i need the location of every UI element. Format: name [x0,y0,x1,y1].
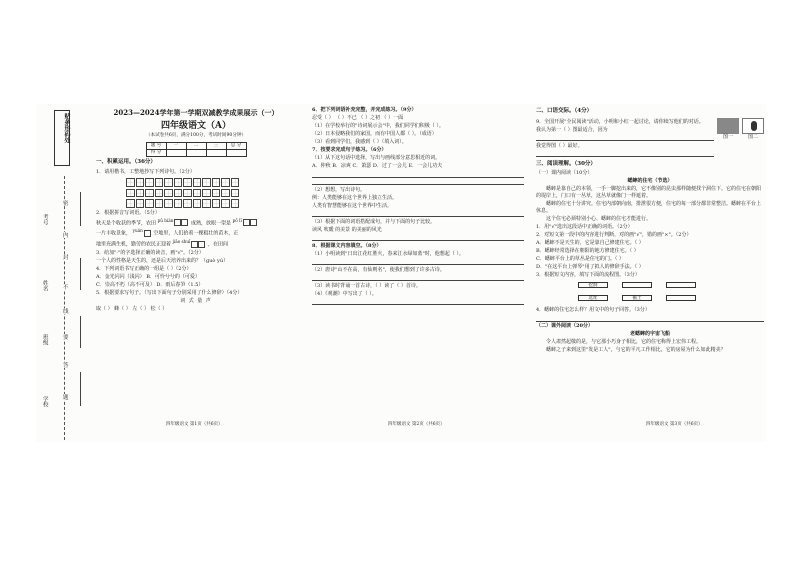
question-6-words[interactable]: 忍受（ ） （ ）不已 （ ）之初 （ ）一面 [312,115,404,121]
score-header-cell: 总 分 [226,142,246,149]
score-header-cell: 题 号 [146,142,166,149]
reading-1-para-2: 蟋蟀的住宅十分讲究。住宅内部朝向南，排泄很方便，住宅的每一部分都非常整洁。蟋蟀在平台上休息。 [536,201,762,215]
name-label: 姓名 [41,280,48,291]
seal-char-3: 线 [61,308,68,314]
question-7-item-3: （3）根据下面的词语搭配成句，并与下面的句子比较。 [312,218,436,225]
pinyin: yuán [132,228,143,234]
sidebar [36,104,92,442]
reading-1-title: 蟋蟀的住宅（节选） [627,178,673,185]
reading-question-2a[interactable]: A．蟋蟀不是天生的，它是靠自己修建住宅。（ ） [536,240,644,247]
answer-line[interactable] [536,316,764,322]
answer-box[interactable] [144,230,151,237]
question-3: 3．给加"·"的字选择正确的读音，画"√"。（2分） [96,249,204,256]
question-6-item-1[interactable]: （1）在学校举行的"诗词展示会"中，我们同学们积极（ ）。 [312,123,444,129]
question-5-fill[interactable]: 取（ ） 蜂（ ） 左（ ） 松（ ） [96,305,168,312]
question-8-item-4[interactable]: （4）《观潮》中写出了（ ）。 [312,290,377,297]
copy-grid-row-2[interactable] [126,189,296,198]
answer-box[interactable] [243,219,257,226]
class-label: 班级 [41,334,48,345]
seal-char-8: 题 [61,394,68,400]
seal-char-2: 封 [61,254,68,260]
question-7: 7．按要求完成句子练习。（6分） [312,147,387,153]
question-2-line-a [96,218,296,228]
question-7-example-2: 人类有智慧能够在这个世界中生活。 [312,202,393,209]
exam-note: （本试卷共6页，满分100分，考试时间90分钟） [145,133,247,139]
question-1: 1．请用楷书，工整地抄写下列诗句。（2分） [96,169,195,176]
reading-photo-image [717,118,739,134]
reading-2-heading: （二）课外阅读（20分） [536,323,593,330]
question-9: 9．全国开展"全民阅读"活动，小明和小红一起讨论，请你续写他们的对话。 [536,118,704,125]
reading-question-1: 1．用"√"选出这段话中正确的词语。（2分） [536,224,633,231]
photo-caption-1: 图一 [722,133,733,140]
answer-box[interactable] [191,241,205,248]
score-header-cell: 一 [166,142,186,149]
answer-line[interactable] [536,151,714,157]
question-7-words: 读风 吹暖 的美景 的美丽的风光 [312,226,382,233]
page-footer-2: 四年级语文 第2页（共6页） [388,421,445,427]
q2-text: 秋天是个收获的季节，农田 [96,220,157,227]
seal-char-5: 不 [61,284,68,290]
question-8-item-1[interactable]: （1）小明读到"日出江花红胜火，春来江水绿如蓝"时，他想起（ ）。 [312,250,464,257]
copy-grid-row-1[interactable] [126,178,296,187]
answer-line[interactable] [312,211,524,217]
seal-char-1: 密 [61,200,68,206]
question-8-item-3[interactable]: （3）读书时背诵一首古诗，（ ）读了（ ）首诗。 [312,282,421,289]
school-field[interactable] [80,372,81,406]
answer-line[interactable] [536,135,714,141]
question-6-item-3[interactable]: （3）看到同学们，我感到（ ）（填入词）。 [312,139,407,145]
barcode-box [54,110,70,166]
question-7-options[interactable]: A．仲秋 B．凉爽 C．萧瑟 D．过了一会儿 E．一会儿功夫 [312,163,443,169]
question-2: 2．根据拼音写词语。（5分） [96,209,160,216]
reading-question-2c[interactable]: C．蟋蟀平台上的草丛是住宅的门。（ ） [536,256,624,263]
seal-char-6: 要 [61,334,68,340]
flow-chart [536,280,764,306]
answer-line[interactable] [312,179,524,185]
reading-question-2b[interactable]: B．蟋蟀经常选择在朝阳的地方修建住宅。（ ） [536,248,639,255]
flow-box-2: 选址 [578,295,608,301]
answer-line[interactable] [312,172,524,178]
reading-question-2: 2．对短文第一段中的内容进行判断，对的画"√"，错的画"×"。（2分） [536,232,692,239]
question-8: 8．根据课文内容填空。（8分） [312,242,382,249]
reading-2-para-2: 蟋蟀之子来到这里"发是工人"，与它的平凡工作相比，它的房屋为什么如此精美？ [546,347,726,354]
question-3-item: 一个人的性格是天生的，还是后天培养出来的？（ɡuò yú） [96,257,229,264]
reading-1-para-1: 蟋蟀是靠自己的本领，一手一脚挖出来的，它不像别的昆虫那样随便找个洞住下。它的住宅在朝阳的堤岸上，门口有一丛草，这丛草就像门一样遮着。 [536,186,762,200]
page-column-2 [312,106,524,430]
reading-question-2d[interactable]: D．"在这平台上弹琴"用了拟人的修辞手法。（ ） [536,264,644,271]
flow-box-3: 掘土 [622,295,652,301]
exam-sheet [36,104,766,442]
flow-box-blank[interactable] [666,295,696,301]
question-4-options-a[interactable]: A．金光闪闪（浅闪） B．可怜兮兮的（可爱） [96,273,200,280]
school-label: 学校 [41,396,48,407]
flow-box-blank[interactable] [666,282,696,288]
flow-box-1: 挖洞 [578,282,608,288]
answer-line[interactable] [312,259,524,265]
flow-box-blank[interactable] [622,282,652,288]
reading-1-para-3: 这个住宅必须特别小心、蟋蟀的住宅才能进行。 [546,216,652,223]
question-7-example: 例：人类能够在这个世界上独立生活。 [312,194,398,201]
answer-line[interactable] [312,235,524,241]
question-4: 4．下列词语书写正确的一组是（ ）（2分） [96,265,192,272]
pinyin: pō lǐ [232,217,242,223]
seal-char-7: 答 [61,362,68,368]
answer-box[interactable] [174,219,188,226]
name-field[interactable] [80,258,81,290]
barcode-label: 贴条形码处 [63,113,70,143]
score-table [146,142,247,158]
score-cell[interactable] [166,150,186,157]
section-2-heading: 二、口语交际。（4分） [536,108,593,114]
pinyin: pǔ biàn [157,217,174,223]
exam-title: 2023—2024学年第一学期双减教学成果展示（一） [113,108,279,117]
pinyin: jiāo shuǐ [172,238,191,244]
question-6-item-2[interactable]: （2）日本侵略我们的家国，而有中国人都（ ）。（成语） [312,131,437,137]
answer-line[interactable] [312,275,524,281]
question-9-line-b[interactable]: 我觉得图（ ）最好。 [536,142,583,149]
question-5-head: 词 式 量 声 [180,297,212,304]
photo-caption-2: 图二 [747,133,758,140]
section-3-heading: 三、阅读理解。（30分） [536,160,596,167]
number-field[interactable] [80,192,81,226]
copy-grid-row-3[interactable] [126,199,296,208]
score-cell[interactable] [186,150,206,157]
reading-2-title: 老蟋蟀的宇宙飞船 [629,331,670,338]
page-column-3 [536,106,764,430]
score-header-cell: 二 [186,142,206,149]
question-6: 6．把下列词语补充完整，并完成练习。（9分） [312,107,417,113]
page-footer-3: 四年级语文 第3页（共6页） [646,421,703,427]
score-cell[interactable] [226,150,246,157]
section-1-heading: 一、积累运用。（36分） [96,159,156,166]
question-7-item-2: （2）想想，写出诗句。 [312,186,366,193]
oral-block [536,118,764,159]
page-footer-1: 四年级语文 第1页（共6页） [166,421,223,427]
q2-text: 空地里，人们抬着一棵粗壮的苗木，正 [153,230,239,237]
reading-1-heading: （一）课内阅读（10分） [536,170,593,177]
answer-line[interactable] [312,299,524,305]
seal-char-4: 内 [61,232,68,238]
reading-question-3: 3．根据短文内容，填写下面的流程图。（3分） [536,272,640,279]
q2-text: 成熟，放眼一望是 [191,220,232,227]
number-label: 考号 [41,214,48,225]
question-4-options-b[interactable]: C．崇高不朽（高不可及） D．雨后春笋（1.5） [96,281,204,288]
exam-subject: 四年级语文（A） [161,120,231,131]
question-9-line-a[interactable]: 我认为第一（ ）图最适合，因为 [536,126,608,133]
q2-text: 一片丰收景象， [96,230,132,237]
reading-girl-image [742,118,764,134]
question-2-line-c [96,239,296,249]
reading-2-para-1: 令人肃然起敬的是，与它那小巧身子相比，它的住宅称得上宏伟工程。 [546,339,702,346]
q2-text: 地里充满生机，勤劳的农民正迎着 [96,241,172,248]
q2-text: ，在田间 [207,241,228,248]
question-2-line-b [96,228,296,238]
class-field[interactable] [80,316,81,348]
reading-question-4: 4．蟋蟀的住宅怎么样？用文中的句子回答。（3分） [536,307,650,314]
question-8-item-2[interactable]: （2）唐诗"山不在高，有仙则名"，使我们想到了许多古诗。 [312,266,445,273]
question-7-item-1: （1）从下这句话中选择，写出与画线部分意思相近的词。 [312,155,441,161]
score-cell[interactable] [206,150,226,157]
score-row-label: 得 分 [146,150,166,157]
question-5: 5．根据要求写句子。（写出下面句子分别采用了什么修辞）（4分） [96,289,243,296]
page-column-1 [96,106,296,430]
score-header-cell: 三 [206,142,226,149]
